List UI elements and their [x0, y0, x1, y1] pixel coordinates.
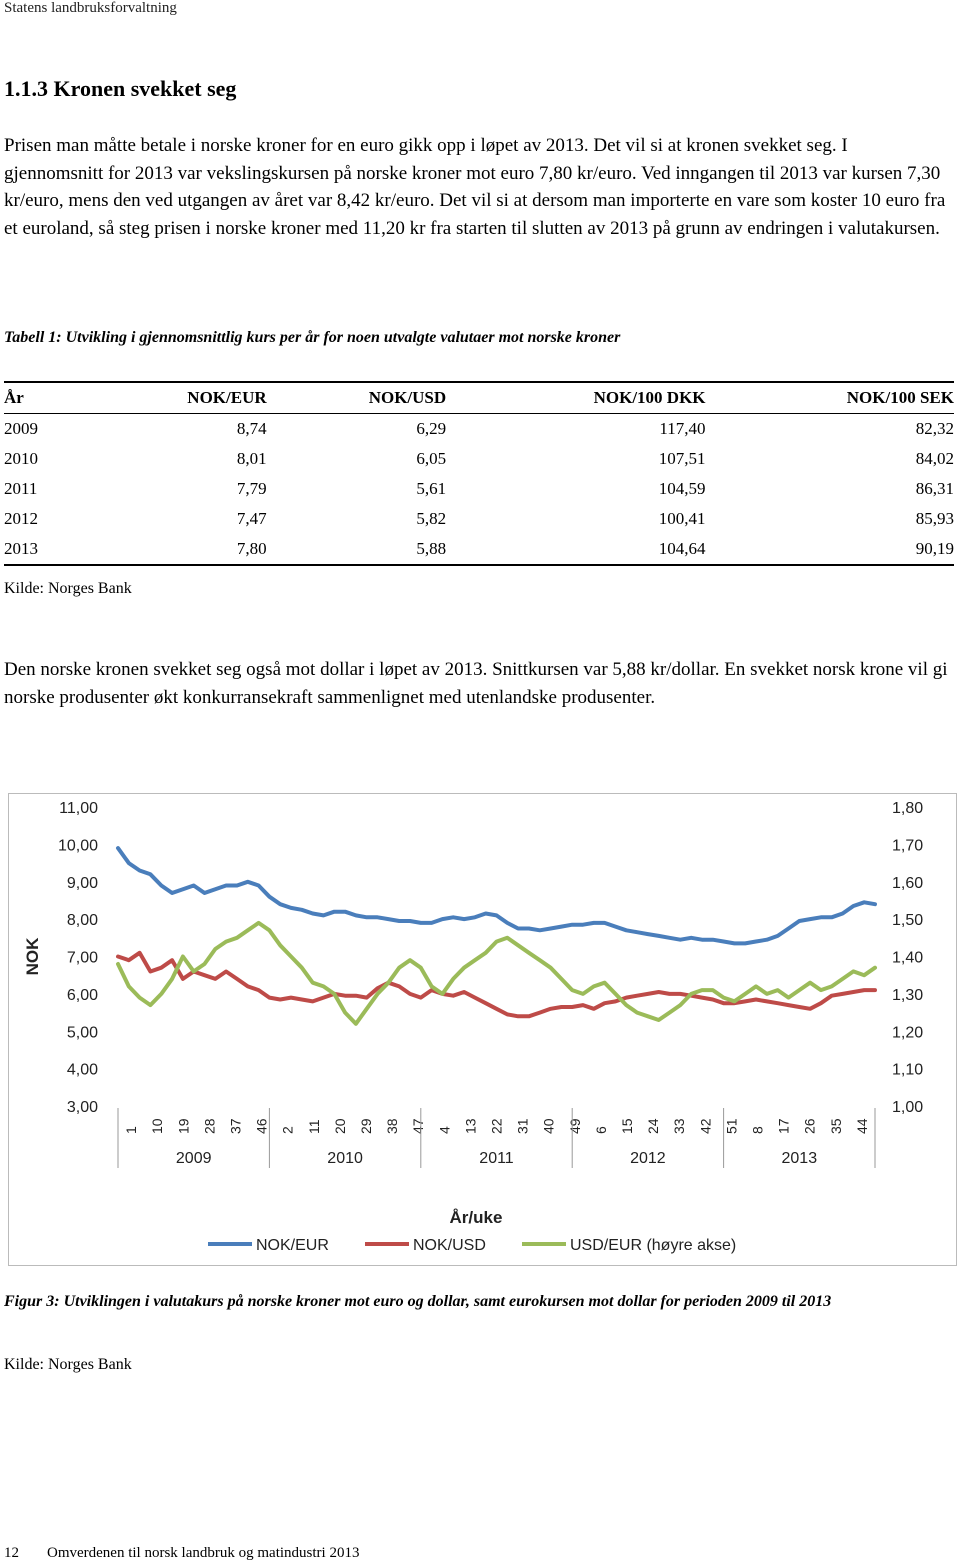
x-tick-label: 40 — [540, 1118, 557, 1134]
year-label: 2009 — [175, 1150, 212, 1167]
page-footer — [4, 1545, 359, 1562]
x-tick-label: 8 — [749, 1126, 766, 1134]
x-tick-label: 33 — [671, 1118, 688, 1134]
x-tick-label: 49 — [566, 1118, 583, 1134]
x-tick-label: 44 — [853, 1118, 870, 1134]
series-line-1 — [118, 953, 875, 1017]
col-header-nok-eur: NOK/EUR — [83, 382, 267, 414]
y-tick-label: 8,00 — [66, 912, 98, 930]
y-tick-label: 6,00 — [66, 986, 98, 1004]
col-header-year: År — [4, 382, 83, 414]
figure-caption: Figur 3: Utviklingen i valutakurs på norske kroner mot euro og dollar, samt eurokursen mot dollar for perioden 2009 til 2013 — [4, 1293, 832, 1310]
year-label: 2011 — [479, 1150, 514, 1167]
legend-label: NOK/USD — [413, 1237, 486, 1254]
footer-title: Omverdenen til norsk landbruk og matindustri 2013 — [47, 1545, 360, 1561]
body-paragraph-2: Den norske kronen svekket seg også mot dollar i løpet av 2013. Snittkursen var 5,88 kr/dollar. En svekket norsk krone vil gi norske produsenter økt konkurransekraft sammenlignet med utenlandske produsenter. — [4, 659, 948, 708]
table-cell: 104,59 — [658, 479, 706, 498]
x-tick-label: 15 — [619, 1118, 636, 1134]
y-tick-label: 4,00 — [66, 1061, 98, 1079]
x-tick-label: 46 — [253, 1118, 270, 1134]
table-cell: 2009 — [4, 419, 38, 438]
table-cell: 100,41 — [658, 509, 706, 528]
year-label: 2013 — [781, 1150, 818, 1167]
y-tick-label: 3,00 — [66, 1099, 98, 1116]
legend-label: USD/EUR (høyre akse) — [570, 1237, 737, 1254]
table-source: Kilde: Norges Bank — [4, 580, 132, 597]
table-cell: 117,40 — [659, 419, 706, 438]
exchange-rate-chart — [8, 793, 957, 1266]
table-cell: 5,88 — [267, 534, 447, 565]
x-tick-label: 17 — [775, 1118, 792, 1134]
series-line-0 — [118, 848, 875, 943]
table-cell: 6,29 — [416, 419, 447, 438]
legend-label: NOK/EUR — [256, 1237, 329, 1254]
y-tick-label: 7,00 — [66, 949, 98, 967]
table-cell: 84,02 — [915, 449, 954, 468]
x-tick-label: 37 — [227, 1118, 244, 1134]
col-header-nok-sek: NOK/100 SEK — [706, 382, 954, 414]
y-tick-label: 11,00 — [59, 800, 98, 817]
table-cell: 8,01 — [236, 449, 267, 468]
y2-tick-label: 1,40 — [892, 949, 924, 967]
table-row — [4, 444, 954, 474]
table-cell: 5,82 — [416, 509, 447, 528]
col-header-nok-dkk: NOK/100 DKK — [446, 382, 705, 414]
x-tick-label: 11 — [305, 1119, 322, 1134]
table-cell: 104,64 — [446, 534, 705, 565]
table-row — [4, 534, 954, 565]
x-tick-label: 35 — [827, 1118, 844, 1134]
year-label: 2012 — [630, 1150, 666, 1167]
section-title: 1.1.3 Kronen svekket seg — [4, 76, 237, 101]
table-cell: 82,32 — [915, 419, 954, 438]
x-tick-label: 19 — [175, 1118, 192, 1134]
table-cell: 107,51 — [658, 449, 706, 468]
x-tick-label: 31 — [514, 1118, 531, 1134]
y2-tick-label: 1,70 — [892, 837, 924, 855]
col-header-nok-usd: NOK/USD — [267, 382, 447, 414]
x-tick-label: 51 — [723, 1118, 740, 1134]
y2-tick-label: 1,80 — [892, 800, 924, 817]
exchange-rate-table — [4, 381, 954, 566]
table-cell: 86,31 — [915, 479, 954, 498]
y-tick-label: 9,00 — [66, 874, 98, 892]
table-row — [4, 414, 954, 445]
table-cell: 7,79 — [236, 479, 267, 498]
x-tick-label: 28 — [201, 1118, 218, 1134]
table-cell: 7,80 — [83, 534, 267, 565]
running-header: Statens landbruksforvaltning — [4, 0, 177, 16]
table-row — [4, 504, 954, 534]
y-tick-label: 10,00 — [57, 837, 98, 855]
y2-tick-label: 1,00 — [892, 1099, 924, 1116]
table-cell: 2011 — [4, 479, 38, 498]
y2-tick-label: 1,50 — [892, 912, 924, 930]
table-cell: 6,05 — [416, 449, 447, 468]
x-tick-label: 38 — [384, 1118, 401, 1134]
body-paragraph-1: Prisen man måtte betale i norske kroner for en euro gikk opp i løpet av 2013. Det vil si at kronen svekket seg. I gjennomsnitt for 2013 var vekslingskursen på norske kroner mot euro 7,80 kr/euro. Ved inngangen til 2013 var kursen 7,30 kr/euro, mens den ved utgangen av året var 8,42 kr/euro. Det vil si at dersom man importerte en vare som koster 10 euro fra et euroland, så steg prisen i norske kroner med 11,20 kr fra starten til slutten av 2013 på grunn av endringen i valutakursen. — [4, 135, 946, 239]
x-tick-label: 42 — [697, 1118, 714, 1134]
table-cell: 8,74 — [236, 419, 267, 438]
table-cell: 90,19 — [706, 534, 954, 565]
x-tick-label: 10 — [149, 1118, 166, 1134]
x-tick-label: 4 — [436, 1126, 453, 1134]
table-caption: Tabell 1: Utvikling i gjennomsnittlig kurs per år for noen utvalgte valutaer mot norske kroner — [4, 329, 621, 346]
table-cell: 7,47 — [236, 509, 267, 528]
table-cell: 2013 — [4, 534, 83, 565]
figure-source: Kilde: Norges Bank — [4, 1356, 132, 1373]
x-tick-label: 24 — [645, 1118, 662, 1134]
y2-tick-label: 1,60 — [892, 874, 924, 892]
x-tick-label: 6 — [592, 1126, 609, 1134]
x-axis-title: År/uke — [449, 1208, 503, 1227]
table-cell: 5,61 — [416, 479, 447, 498]
table-cell: 2012 — [4, 509, 38, 528]
x-tick-label: 47 — [410, 1118, 427, 1134]
y2-tick-label: 1,30 — [892, 986, 924, 1004]
table-cell: 2010 — [4, 449, 38, 468]
x-tick-label: 1 — [123, 1126, 140, 1134]
y2-tick-label: 1,20 — [892, 1024, 924, 1042]
page-number: 12 — [4, 1545, 19, 1561]
y-tick-label: 5,00 — [66, 1024, 98, 1042]
x-tick-label: 2 — [279, 1126, 296, 1134]
x-tick-label: 13 — [462, 1118, 479, 1134]
table-header-row — [4, 382, 954, 414]
x-tick-label: 26 — [801, 1118, 818, 1134]
year-label: 2010 — [327, 1150, 363, 1167]
x-tick-label: 29 — [357, 1118, 374, 1134]
table-cell: 85,93 — [915, 509, 954, 528]
x-tick-label: 20 — [331, 1118, 348, 1134]
y2-tick-label: 1,10 — [892, 1061, 924, 1079]
table-row — [4, 474, 954, 504]
y-axis-title: NOK — [23, 937, 42, 976]
x-tick-label: 22 — [488, 1118, 505, 1134]
